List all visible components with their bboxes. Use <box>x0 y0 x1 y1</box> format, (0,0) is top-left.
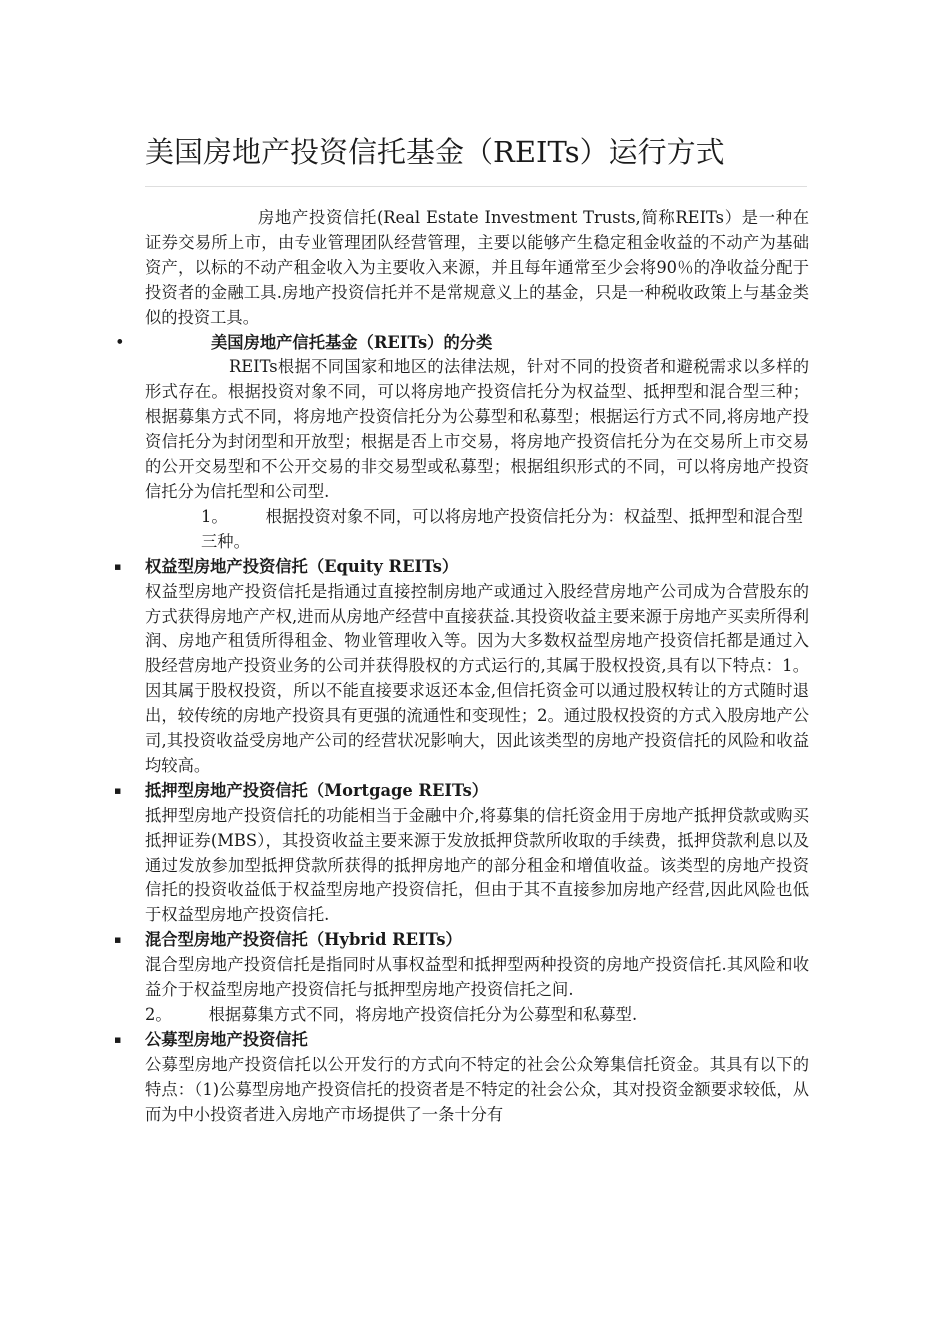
classification-paragraph: REITs根据不同国家和地区的法律法规，针对不同的投资者和避税需求以多样的形式存在。根据投资对象不同，可以将房地产投资信托分为权益型、抵押型和混合型三种；根据募集方式不同，将房地产投资信托分为公募型和私募型；根据运行方式不同,将房地产投资信托分为封闭型和开放型；根据是否上市交易，将房地产投资信托分为在交易所上市交易的公开交易型和不公开交易的非交易型或私募型；根据组织形式的不同，可以将房地产投资信托分为信托型和公司型. <box>145 357 809 501</box>
bullet-marker: ▪ <box>114 559 122 573</box>
bullet-marker: ▪ <box>114 783 122 797</box>
subheading-mortgage-reits <box>114 779 809 804</box>
subheading-text: 权益型房地产投资信托（Equity REITs） <box>145 556 459 576</box>
mortgage-reits-paragraph: 抵押型房地产投资信托的功能相当于金融中介,将募集的信托资金用于房地产抵押贷款或购买抵押证券(MBS），其投资收益主要来源于发放抵押贷款所收取的手续费，抵押贷款利息以及通过发放参加型抵押贷款所获得的抵押房地产的部分租金和增值收益。该类型的房地产投资信托的投资收益低于权益型房地产投资信托，但由于其不直接参加房地产经营,因此风险也低于权益型房地产投资信托. <box>145 805 809 925</box>
subheading-equity-reits <box>114 555 809 580</box>
list-text: 根据募集方式不同，将房地产投资信托分为公募型和私募型. <box>208 1005 638 1024</box>
list-number: 1。 <box>201 506 228 526</box>
list-number: 2。 <box>145 1005 172 1024</box>
bullet-marker: ▪ <box>114 933 122 947</box>
equity-reits-paragraph: 权益型房地产投资信托是指通过直接控制房地产或通过入股经营房地产公司成为合营股东的方式获得房地产产权,进而从房地产经营中直接获益.其投资收益主要来源于房地产买卖所得利润、房地产租赁所得租金、物业管理收入等。因为大多数权益型房地产投资信托都是通过入股经营房地产投资业务的公司并获得股权的方式运行的,其属于股权投资,具有以下特点：1。因其属于股权投资，所以不能直接要求返还本金,但信托资金可以通过股权转让的方式随时退出，较传统的房地产投资具有更强的流通性和变现性；2。通过股权投资的方式入股房地产公司,其投资收益受房地产公司的经营状况影响大，因此该类型的房地产投资信托的风险和收益均较高。 <box>145 581 809 775</box>
subheading-text: 混合型房地产投资信托（Hybrid REITs） <box>145 930 462 950</box>
page-title: 美国房地产投资信托基金（REITs）运行方式 <box>145 135 725 169</box>
hybrid-reits-paragraph: 混合型房地产投资信托是指同时从事权益型和抵押型两种投资的房地产投资信托.其风险和收益介于权益型房地产投资信托与抵押型房地产投资信托之间. <box>145 955 809 1000</box>
subheading-text: 抵押型房地产投资信托（Mortgage REITs） <box>145 780 489 800</box>
public-reits-paragraph: 公募型房地产投资信托以公开发行的方式向不特定的社会公众筹集信托资金。其具有以下的特点：（1)公募型房地产投资信托的投资者是不特定的社会公众，其对投资金额要求较低，从而为中小投资者进入房地产市场提供了一条十分有 <box>145 1054 809 1124</box>
bullet-marker: • <box>115 332 125 352</box>
bullet-marker: ▪ <box>114 1032 122 1046</box>
numbered-item-2 <box>145 1003 809 1028</box>
list-text: 根据投资对象不同，可以将房地产投资信托分为：权益型、抵押型和混合型三种。 <box>201 506 803 551</box>
intro-paragraph: 房地产投资信托(Real Estate Investment Trusts,简称REITs）是一种在证券交易所上市，由专业管理团队经营管理，主要以能够产生稳定租金收益的不动产为基础资产，以标的不动产租金收入为主要收入来源，并且每年通常至少会将90％的净收益分配于投资者的金融工具.房地产投资信托并不是常规意义上的基金，只是一种税收政策上与基金类似的投资工具。 <box>145 208 809 327</box>
subheading-public-reits <box>114 1028 809 1053</box>
subheading-hybrid-reits <box>114 928 809 953</box>
section-heading-classification <box>115 331 809 356</box>
section-heading-text: 美国房地产信托基金（REITs）的分类 <box>211 332 493 352</box>
subheading-text: 公募型房地产投资信托 <box>145 1029 308 1049</box>
title-divider <box>145 186 807 187</box>
numbered-item-1 <box>145 505 809 555</box>
article-body <box>114 206 809 1128</box>
